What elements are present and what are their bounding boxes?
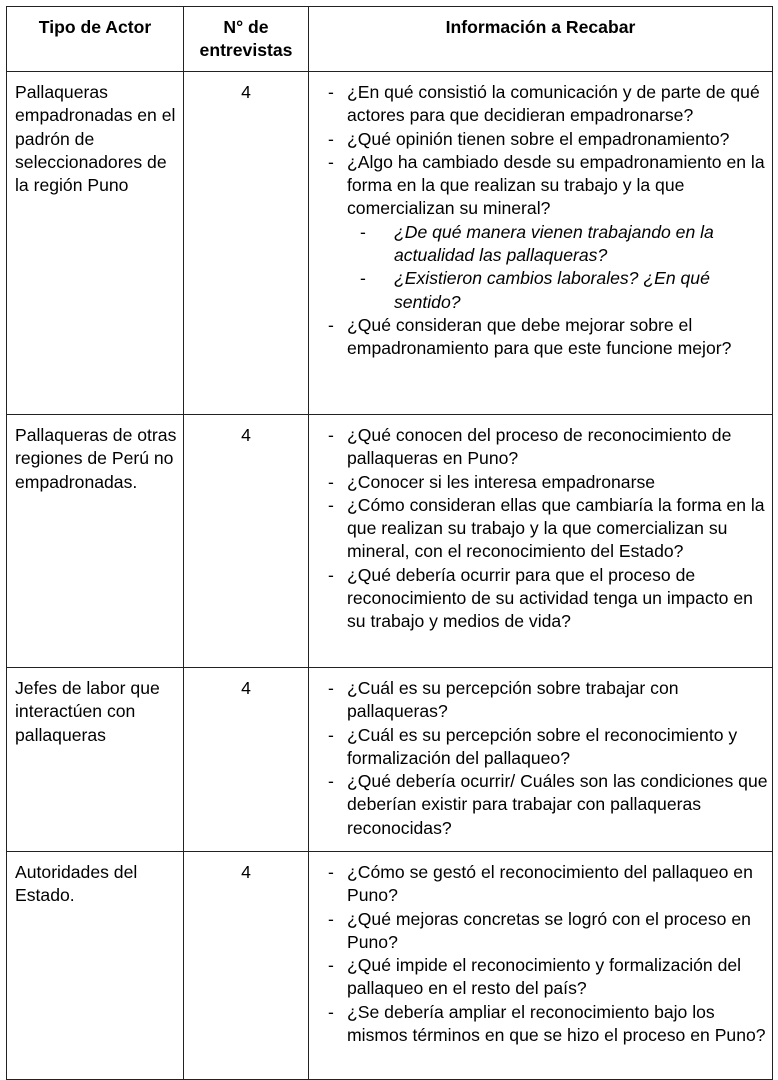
- question-item: - ¿Cuál es su percepción sobre trabajar con pallaqueras?: [328, 677, 768, 724]
- question-list: [328, 424, 768, 634]
- questions-cell: [309, 852, 773, 1080]
- question-item: - ¿Algo ha cambiado desde su empadronamiento en la forma en la que realizan su trabajo y la que comercializan su mineral?: [328, 151, 768, 221]
- question-list: [328, 861, 768, 1047]
- header-row: [7, 7, 773, 72]
- sub-question-item: - ¿De qué manera vienen trabajando en la actualidad las pallaqueras?: [328, 221, 768, 268]
- count-cell: 4: [184, 72, 309, 415]
- header-actor-type: Tipo de Actor: [7, 7, 184, 72]
- count-cell: 4: [184, 415, 309, 668]
- count-cell: 4: [184, 668, 309, 852]
- question-item: - ¿Qué impide el reconocimiento y formalización del pallaqueo en el resto del país?: [328, 954, 768, 1001]
- actor-cell: Pallaqueras de otras regiones de Perú no empadronadas.: [7, 415, 184, 668]
- interview-table: [6, 6, 773, 1080]
- header-interview-count: N° de entrevistas: [184, 7, 309, 72]
- count-cell: 4: [184, 852, 309, 1080]
- question-item: - ¿Qué consideran que debe mejorar sobre el empadronamiento para que este funcione mejor?: [328, 314, 768, 361]
- questions-cell: [309, 668, 773, 852]
- actor-cell: Autoridades del Estado.: [7, 852, 184, 1080]
- question-item: - ¿Qué mejoras concretas se logró con el proceso en Puno?: [328, 908, 768, 955]
- table-row: [7, 668, 773, 852]
- question-item: - ¿Qué conocen del proceso de reconocimiento de pallaqueras en Puno?: [328, 424, 768, 471]
- sub-question-item: - ¿Existieron cambios laborales? ¿En qué sentido?: [328, 267, 768, 314]
- question-item: - ¿Conocer si les interesa empadronarse: [328, 471, 768, 494]
- question-item: - ¿Cómo consideran ellas que cambiaría la forma en la que realizan su trabajo y la que comercializan su mineral, con el reconocimiento del Estado?: [328, 494, 768, 564]
- questions-cell: [309, 415, 773, 668]
- question-item: - ¿Qué debería ocurrir para que el proceso de reconocimiento de su actividad tenga un impacto en su trabajo y medios de vida?: [328, 564, 768, 634]
- question-list: [328, 81, 768, 361]
- question-item: - ¿Se debería ampliar el reconocimiento bajo los mismos términos en que se hizo el proceso en Puno?: [328, 1001, 768, 1048]
- header-information: Información a Recabar: [309, 7, 773, 72]
- questions-cell: [309, 72, 773, 415]
- table-row: [7, 852, 773, 1080]
- table-row: [7, 415, 773, 668]
- question-item: - ¿Qué opinión tienen sobre el empadronamiento?: [328, 128, 768, 151]
- table-row: [7, 72, 773, 415]
- question-item: - ¿Cuál es su percepción sobre el reconocimiento y formalización del pallaqueo?: [328, 724, 768, 771]
- actor-cell: Jefes de labor que interactúen con pallaqueras: [7, 668, 184, 852]
- question-item: - ¿En qué consistió la comunicación y de parte de qué actores para que decidieran empadronarse?: [328, 81, 768, 128]
- question-list: [328, 677, 768, 840]
- actor-cell: Pallaqueras empadronadas en el padrón de seleccionadores de la región Puno: [7, 72, 184, 415]
- question-item: - ¿Cómo se gestó el reconocimiento del pallaqueo en Puno?: [328, 861, 768, 908]
- question-item: - ¿Qué debería ocurrir/ Cuáles son las condiciones que deberían existir para trabajar con pallaqueras reconocidas?: [328, 770, 768, 840]
